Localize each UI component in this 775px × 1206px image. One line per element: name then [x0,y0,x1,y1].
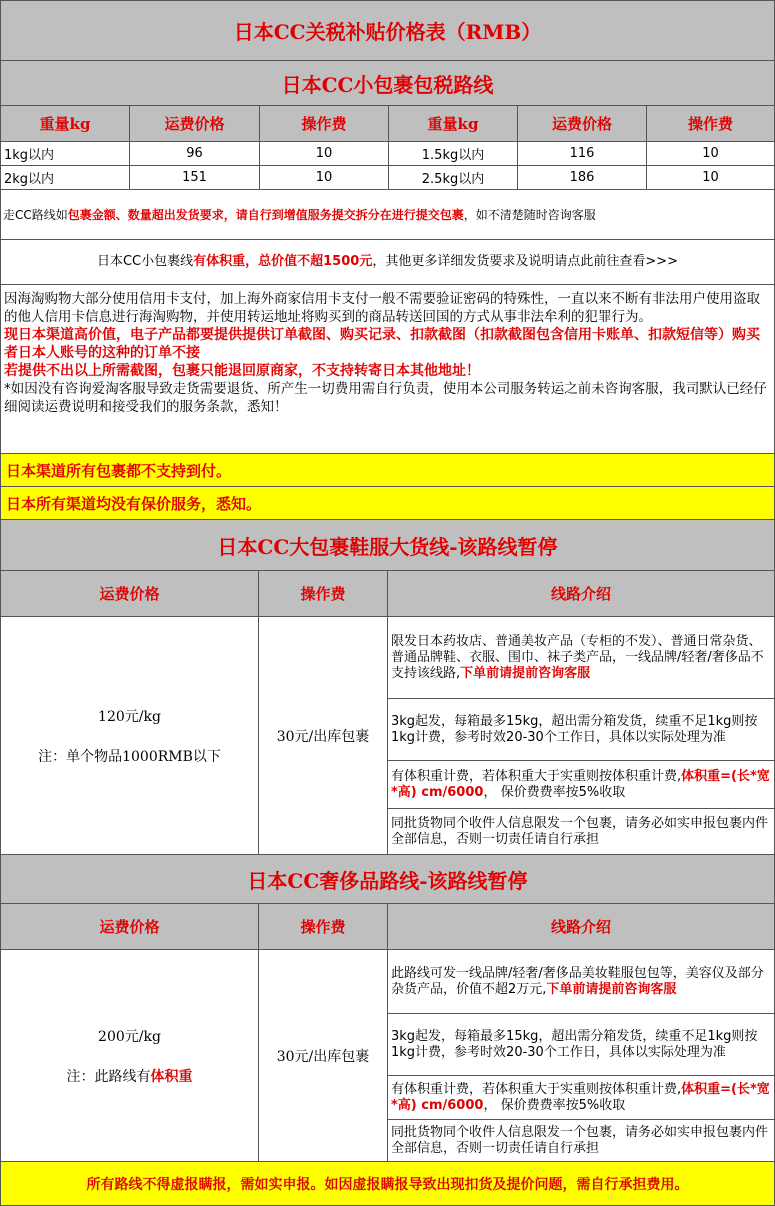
small-header-weight-1: 重量kg [1,106,130,142]
lux-price-cell [1,950,259,1162]
small-note-split [0,190,775,240]
table-cell: 96 [130,142,260,166]
table-cell: 186 [518,166,647,190]
big-header-desc: 线路介绍 [388,571,775,617]
lux-price-note: 注：此路线有 [66,1068,151,1085]
desc-highlight: 下单前请提前咨询客服 [546,981,677,997]
note-text: 走CC路线如 [3,207,68,222]
table-cell: 1kg以内 [1,142,130,166]
small-header-fee-1: 操作费 [260,106,389,142]
desc-text: 限发日本药妆店、普通美妆产品（专柜的不发）、普通日常杂货、普通品牌鞋、衣服、围巾、袜子类产品，一线品牌/轻奢/奢侈品不支持该线路, [391,633,764,681]
footer-notice-text: 所有路线不得虚报瞒报，需如实申报。如因虚报瞒报导致出现扣货及提价问题，需自行承担费用。 [86,1176,689,1193]
table-cell: 2kg以内 [1,166,130,190]
desc-text: ， 保价费费率按5%收取 [483,1097,626,1113]
yellow-notice-cod [0,454,775,487]
lux-price-note-highlight: 体积重 [150,1068,193,1085]
lux-desc-4: 同批货物同个收件人信息限发一个包裹，请务必如实申报包裹内件全部信息，否则一切责任请自行承担 [388,1120,775,1162]
warning-paragraph: *如因没有咨询爱淘客服导致走货需要退货、所产生一切费用需自行负责，使用本公司服务转运之前未咨询客服，我司默认已经仔细阅读运费说明和接受我们的服务条款，悉知！ [4,381,767,415]
big-desc-4: 同批货物同个收件人信息限发一个包裹，请务必如实申报包裹内件全部信息，否则一切责任请自行承担 [388,809,775,855]
table-cell: 2.5kg以内 [389,166,518,190]
big-desc-1 [388,617,775,699]
desc-highlight: 体积重=(长*宽*高) cm/6000 [391,768,770,800]
note-text: 日本CC小包裹线 [96,254,194,269]
main-title [0,0,775,61]
yellow-notice-text: 日本渠道所有包裹都不支持到付。 [6,461,232,480]
small-note-link[interactable] [0,240,775,285]
table-cell: 10 [260,142,389,166]
lux-header-desc: 线路介绍 [388,904,775,950]
table-cell: 10 [647,142,775,166]
warning-highlight: 现日本渠道高价值，电子产品都要提供提供订单截图、购买记录、扣款截图（扣款截图包含信用卡账单、扣款短信等）购买者日本人账号的这种的订单不接 [4,327,760,361]
lux-header-price: 运费价格 [1,904,259,950]
note-text: ，如不清楚随时咨询客服 [463,207,596,222]
yellow-notice-insurance [0,487,775,520]
fraud-warning [0,285,775,454]
big-section-title-text: 日本CC大包裹鞋服大货线-该路线暂停 [217,534,558,559]
footer-notice [0,1162,775,1206]
desc-text: ， 保价费费率按5%收取 [483,784,626,800]
table-cell: 151 [130,166,260,190]
big-desc-2: 3kg起发，每箱最多15kg，超出需分箱发货，续重不足1kg则按1kg计费，参考时效20-30个工作日，具体以实际处理为准 [388,699,775,761]
note-highlight: 包裹金额、数量超出发货要求，请自行到增值服务提交拆分在进行提交包裹 [67,207,464,222]
table-cell: 116 [518,142,647,166]
big-route-table [0,571,775,855]
table-cell: 1.5kg以内 [389,142,518,166]
table-cell: 10 [647,166,775,190]
lux-desc-2: 3kg起发，每箱最多15kg，超出需分箱发货，续重不足1kg则按1kg计费，参考时效20-30个工作日，具体以实际处理为准 [388,1014,775,1076]
lux-price-value: 200元/kg [98,1028,161,1045]
big-header-price: 运费价格 [1,571,259,617]
small-section-title [0,61,775,106]
yellow-notice-text: 日本所有渠道均没有保价服务，悉知。 [6,494,262,513]
small-section-title-text: 日本CC小包裹包税路线 [281,72,494,97]
desc-text: 此路线可发一线品牌/轻奢/奢侈品美妆鞋服包包等，美容仪及部分杂货产品，价值不超2万元, [391,965,764,997]
warning-highlight: 若提供不出以上所需截图，包裹只能退回原商家，不支持转寄日本其他地址！ [4,363,480,379]
table-cell: 10 [260,166,389,190]
desc-highlight: 体积重=(长*宽*高) cm/6000 [391,1081,770,1113]
big-price-note: 注：单个物品1000RMB以下 [38,748,221,765]
big-section-title [0,520,775,571]
small-header-price-2: 运费价格 [518,106,647,142]
lux-header-fee: 操作费 [259,904,388,950]
desc-text: 有体积重计费，若体积重大于实重则按体积重计费, [391,768,682,784]
small-header-fee-2: 操作费 [647,106,775,142]
lux-section-title-text: 日本CC奢侈品路线-该路线暂停 [247,868,528,893]
lux-fee-cell: 30元/出库包裹 [259,950,388,1162]
big-price-value: 120元/kg [98,708,161,725]
big-header-fee: 操作费 [259,571,388,617]
desc-text: 有体积重计费，若体积重大于实重则按体积重计费, [391,1081,682,1097]
main-title-text: 日本CC关税补贴价格表（RMB） [233,20,542,44]
small-header-weight-2: 重量kg [389,106,518,142]
note-highlight: 有体积重，总价值不超1500元 [193,254,373,269]
lux-desc-1 [388,950,775,1014]
lux-section-title [0,855,775,904]
warning-paragraph: 因海淘购物大部分使用信用卡支付，加上海外商家信用卡支付一般不需要验证密码的特殊性，一直以来不断有非法用户使用盗取的他人信用卡信息进行海淘购物，并使用转运地址将购买到的商品转送回国的方式从事非法牟利的犯罪行为。 [4,291,760,325]
big-desc-3 [388,761,775,809]
desc-highlight: 下单前请提前咨询客服 [460,665,591,681]
big-fee-cell: 30元/出库包裹 [259,617,388,855]
big-price-cell [1,617,259,855]
lux-route-table [0,904,775,1162]
lux-desc-3 [388,1076,775,1120]
more-details-link[interactable]: ，其他更多详细发货要求及说明请点此前往查看>>> [372,254,679,269]
small-price-table [0,106,775,190]
small-header-price-1: 运费价格 [130,106,260,142]
